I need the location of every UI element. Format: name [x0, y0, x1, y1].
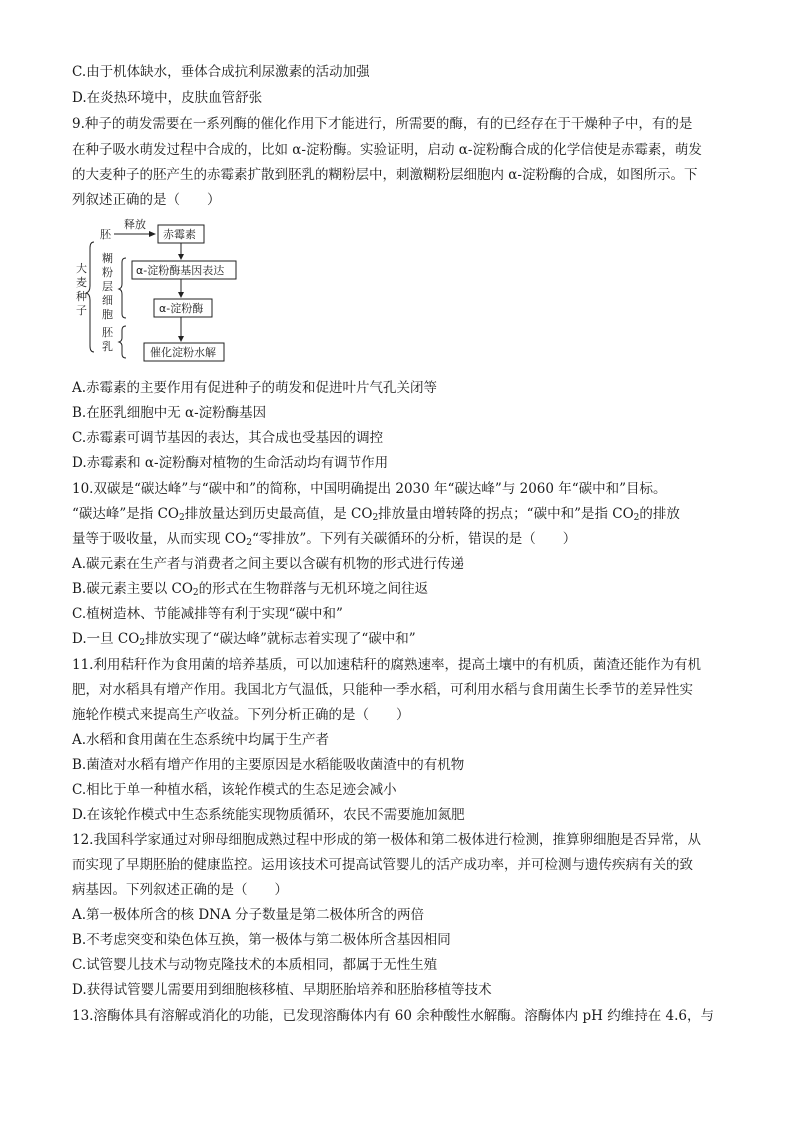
q8-option-c: C.由于机体缺水，垂体合成抗利尿激素的活动加强 — [72, 64, 370, 80]
q10-option-c: C.植树造林、节能减排等有利于实现“碳中和” — [72, 606, 343, 622]
q12-option-b: B.不考虑突变和染色体互换，第一极体与第二极体所含基因相同 — [72, 932, 451, 948]
co2-subscript: 2 — [139, 638, 146, 648]
diagram-release-label: 释放 — [124, 218, 146, 231]
q10-stem-3b: “零排放”。下列有关碳循环的分析，错误的是（ ） — [251, 531, 577, 547]
q9-option-d: D.赤霉素和 α-淀粉酶对植物的生命活动均有调节作用 — [72, 455, 389, 471]
diagram-release-arrowhead — [149, 231, 156, 237]
diagram-box-gibberellin-label: 赤霉素 — [163, 228, 196, 241]
q11-option-c: C.相比于单一种植水稻，该轮作模式的生态足迹会减小 — [72, 782, 397, 798]
diagram-seed-char-2: 麦 — [76, 276, 87, 289]
diagram-embryo-label: 胚 — [100, 228, 111, 241]
diagram-arrowhead-1 — [178, 254, 184, 260]
q9-stem-line-1: 9.种子的萌发需要在一系列酶的催化作用下才能进行，所需要的酶，有的已经存在于干燥种子中，有的是 — [72, 116, 693, 132]
q10-stem-2b: 排放量达到历史最高值，是 CO — [184, 506, 373, 522]
diagram-arrowhead-2 — [178, 292, 184, 298]
q10-option-b-part-1: B.碳元素主要以 CO — [72, 581, 193, 597]
q13-stem-line-1: 13.溶酶体具有溶解或消化的功能，已发现溶酶体内有 60 余种酸性水解酶。溶酶体内 pH 约维持在 4.6，与 — [72, 1008, 714, 1024]
q11-stem-line-1: 11.利用秸秆作为食用菌的培养基质，可以加速秸秆的腐熟速率，提高土壤中的有机质，菌渣还能作为有机 — [72, 657, 701, 673]
diagram-box-starch-hydrolysis-label: 催化淀粉水解 — [150, 346, 216, 359]
co2-subscript: 2 — [179, 513, 185, 523]
co2-subscript: 2 — [246, 538, 252, 548]
q10-stem-2a: “碳达峰”是指 CO — [72, 506, 179, 522]
gibberellin-pathway-diagram — [70, 216, 250, 366]
q10-option-b-part-2: 的形式在生物群落与无机环境之间往返 — [198, 581, 429, 597]
q10-option-d-part-2: 排放实现了“碳达峰”就标志着实现了“碳中和” — [145, 631, 416, 647]
q12-option-c: C.试管婴儿技术与动物克隆技术的本质相同，都属于无性生殖 — [72, 957, 438, 973]
q11-stem-line-2: 肥，对水稻具有增产作用。我国北方气温低，只能种一季水稻，可利用水稻与食用菌生长季节的差异性实 — [72, 682, 693, 698]
diagram-aleurone-char-3: 层 — [102, 280, 113, 293]
q10-option-a: A.碳元素在生产者与消费者之间主要以含碳有机物的形式进行传递 — [72, 556, 465, 572]
diagram-endosperm-char-1: 胚 — [102, 326, 113, 339]
diagram-seed-brace — [86, 242, 94, 352]
q12-stem-line-1: 12.我国科学家通过对卵母细胞成熟过程中形成的第一极体和第二极体进行检测，推算卵细胞是否异常，从 — [72, 832, 701, 848]
q12-option-a: A.第一极体所含的核 DNA 分子数量是第二极体所含的两倍 — [72, 907, 425, 923]
co2-subscript: 2 — [192, 588, 199, 598]
diagram-endosperm-char-2: 乳 — [102, 340, 113, 353]
q9-option-c: C.赤霉素可调节基因的表达，其合成也受基因的调控 — [72, 430, 384, 446]
diagram-endosperm-brace — [119, 326, 126, 358]
diagram-aleurone-char-5: 胞 — [102, 308, 113, 321]
q11-option-d: D.在该轮作模式中生态系统能实现物质循环，农民不需要施加氮肥 — [72, 807, 465, 823]
diagram-box-amylase-label: α-淀粉酶 — [159, 302, 204, 315]
q10-option-d — [72, 629, 732, 649]
q10-stem-line-1: 10.双碳是“碳达峰”与“碳中和”的简称，中国明确提出 2030 年“碳达峰”与 2060 年“碳中和”目标。 — [72, 481, 667, 497]
q9-stem-line-3: 的大麦种子的胚产生的赤霉素扩散到胚乳的糊粉层中，刺激糊粉层细胞内 α-淀粉酶的合成，如图所示。下 — [72, 167, 698, 183]
q10-stem-2d: 的排放 — [639, 506, 680, 522]
diagram-seed-char-1: 大 — [76, 262, 87, 275]
q12-stem-line-3: 病基因。下列叙述正确的是（ ） — [72, 882, 288, 898]
q9-stem-line-2: 在种子吸水萌发过程中合成的，比如 α-淀粉酶。实验证明，启动 α-淀粉酶合成的化学信使是赤霉素，萌发 — [72, 142, 702, 158]
q12-option-d: D.获得试管婴儿需要用到细胞核移植、早期胚胎培养和胚胎移植等技术 — [72, 982, 492, 998]
diagram-aleurone-char-4: 细 — [102, 294, 113, 307]
diagram-box-gene-expression-label: α-淀粉酶基因表达 — [136, 264, 225, 277]
q10-option-d-part-1: D.一旦 CO — [72, 631, 140, 647]
diagram-aleurone-char-2: 粉 — [102, 266, 113, 279]
q10-option-b — [72, 579, 732, 599]
q10-stem-line-3 — [72, 529, 732, 549]
q12-stem-line-2: 而实现了早期胚胎的健康监控。运用该技术可提高试管婴儿的活产成功率，并可检测与遗传疾病有关的致 — [72, 857, 693, 873]
diagram-aleurone-char-1: 糊 — [102, 252, 113, 265]
diagram-arrowhead-3 — [178, 336, 184, 342]
q11-stem-line-3: 施轮作模式来提高生产收益。下列分析正确的是（ ） — [72, 707, 410, 723]
co2-subscript: 2 — [372, 513, 379, 523]
q10-stem-2c: 排放量由增转降的拐点；“碳中和”是指 CO — [378, 506, 634, 522]
q9-stem-line-4: 列叙述正确的是（ ） — [72, 192, 221, 208]
q11-option-a: A.水稻和食用菌在生态系统中均属于生产者 — [72, 732, 330, 748]
q10-stem-3a: 量等于吸收量，从而实现 CO — [72, 531, 247, 547]
co2-subscript: 2 — [633, 513, 640, 523]
diagram-aleurone-brace — [119, 258, 126, 318]
diagram-seed-char-4: 子 — [76, 304, 87, 317]
q8-option-d: D.在炎热环境中，皮肤血管舒张 — [72, 90, 263, 106]
q9-option-a: A.赤霉素的主要作用有促进种子的萌发和促进叶片气孔关闭等 — [72, 380, 438, 396]
q10-stem-line-2 — [72, 504, 732, 524]
q11-option-b: B.菌渣对水稻有增产作用的主要原因是水稻能吸收菌渣中的有机物 — [72, 757, 465, 773]
diagram-seed-char-3: 种 — [76, 290, 87, 303]
q9-option-b: B.在胚乳细胞中无 α-淀粉酶基因 — [72, 405, 267, 421]
